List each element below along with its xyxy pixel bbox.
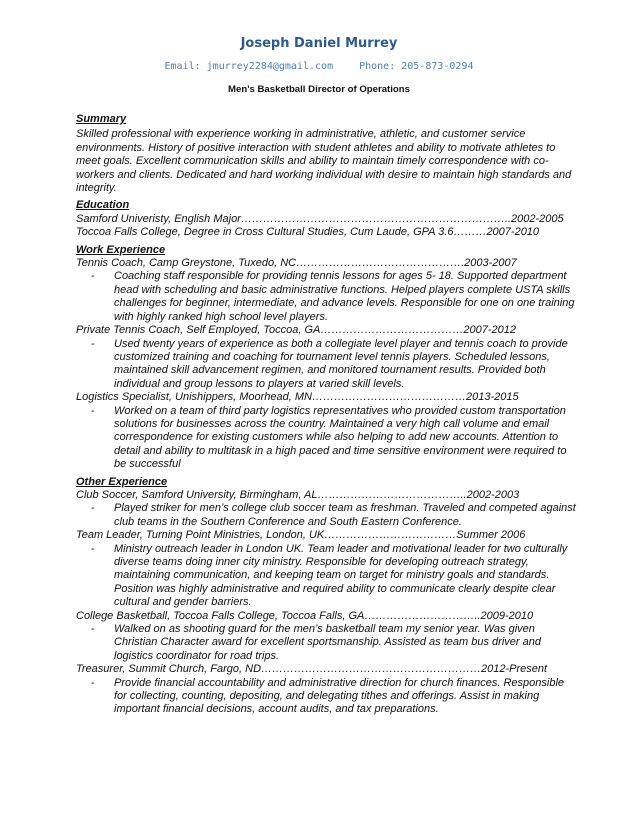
summary-heading: Summary	[76, 113, 127, 125]
other-entry-bullets	[76, 623, 576, 663]
phone-text: Phone: 205-873-0294	[359, 61, 474, 72]
education-entry: Samford Univeristy, English Major………………………………………………………………..2002-2005	[76, 212, 564, 225]
other-entry-title: Treasurer, Summit Church, Fargo, ND……………………………………………………2012-Present	[76, 663, 548, 676]
contact-line	[0, 61, 638, 72]
resume-body	[76, 113, 576, 717]
other-entry-title: Club Soccer, Samford University, Birmingham, AL…………………………………..2002-2003	[76, 488, 520, 501]
candidate-name: Joseph Daniel Murrey	[240, 36, 398, 51]
bullet-item: - Played striker for men’s college club soccer team as freshman. Traveled and competed against club teams in the Southern Conference and South Eastern Conference.	[76, 502, 576, 529]
other-entry-bullets	[76, 677, 576, 717]
bullet-item: - Provide financial accountability and administrative direction for church finances. Responsible for collecting, counting, depositing, and delegating tithes and offerings. Assist in making important financial decisions, account audits, and tax preparations.	[76, 677, 576, 717]
other-entry-title: College Basketball, Toccoa Falls College, Toccoa Falls, GA…………………………..2009-2010	[76, 609, 534, 622]
target-role: Men's Basketball Director of Operations	[228, 84, 410, 95]
summary-text: Skilled professional with experience working in administrative, athletic, and customer service environments. History of positive interaction with student athletes and ability to motivate athletes to meet goals. Excellent communication skills and ability to maintain timely correspondence with co-workers and clients. Dedicated and hard working individual with desire to maintain high standards and integrity.	[76, 128, 572, 195]
education-entry: Toccoa Falls College, Degree in Cross Cultural Studies, Cum Laude, GPA 3.6………2007-2010	[76, 226, 540, 239]
bullet-item: - Worked on a team of third party logistics representatives who provided custom transportation solutions for businesses across the country. Maintained a very high call volume and email correspondence for existing customers while also helping to add new accounts. Attention to detail and ability to multitask in a high paced and time sensitive environment were required to be successful	[76, 405, 576, 472]
bullet-item: - Walked on as shooting guard for the men’s basketball team my senior year. Was given Christian Character award for excellent sportsmanship. Assisted as team bus driver and logistics coordinator for road trips.	[76, 623, 576, 663]
work-entry-title: Tennis Coach, Camp Greystone, Tuxedo, NC……………………………………….2003-2007	[76, 257, 517, 270]
work-entry-title: Private Tennis Coach, Self Employed, Toccoa, GA…………………………………2007-2012	[76, 324, 516, 337]
bullet-item: - Coaching staff responsible for providing tennis lessons for ages 5- 18. Supported department head with scheduling and basic administrative functions. Helped players complete USTA skills challenges for beginner, intermediate, and advance levels. Responsible for one on one training with highly ranked high school level players.	[76, 270, 576, 324]
bullet-item: - Used twenty years of experience as both a collegiate level player and tennis coach to provide customized training and coaching for tournament level tennis players. Scheduled lessons, maintained skill advancement regimen, and monitored tournament results. Provided both individual and group lessons to players at varied skill levels.	[76, 338, 576, 392]
other-entry-bullets	[76, 543, 576, 610]
work-entry-bullets	[76, 338, 576, 392]
other-experience-heading: Other Experience	[76, 475, 168, 488]
work-entry-bullets	[76, 405, 576, 472]
work-entry-bullets	[76, 270, 576, 324]
bullet-item: - Ministry outreach leader in London UK. Team leader and motivational leader for two culturally diverse teams doing inner city ministry. Responsible for developing outreach strategy, maintaining communication, and keeping team on target for ministry goals and standards. Position was highly administrative and required ability to communicate clearly despite clear cultural and gender barriers.	[76, 543, 576, 610]
education-heading: Education	[76, 199, 130, 212]
other-entry-bullets	[76, 502, 576, 529]
other-entry-title: Team Leader, Turning Point Ministries, London, UK………………………………Summer 2006	[76, 529, 526, 542]
email-text: Email: jmurrey2284@gmail.com	[164, 61, 334, 72]
work-heading: Work Experience	[76, 243, 166, 256]
work-entry-title: Logistics Specialist, Unishippers, Moorhead, MN……………………………………2013-2015	[76, 391, 519, 404]
